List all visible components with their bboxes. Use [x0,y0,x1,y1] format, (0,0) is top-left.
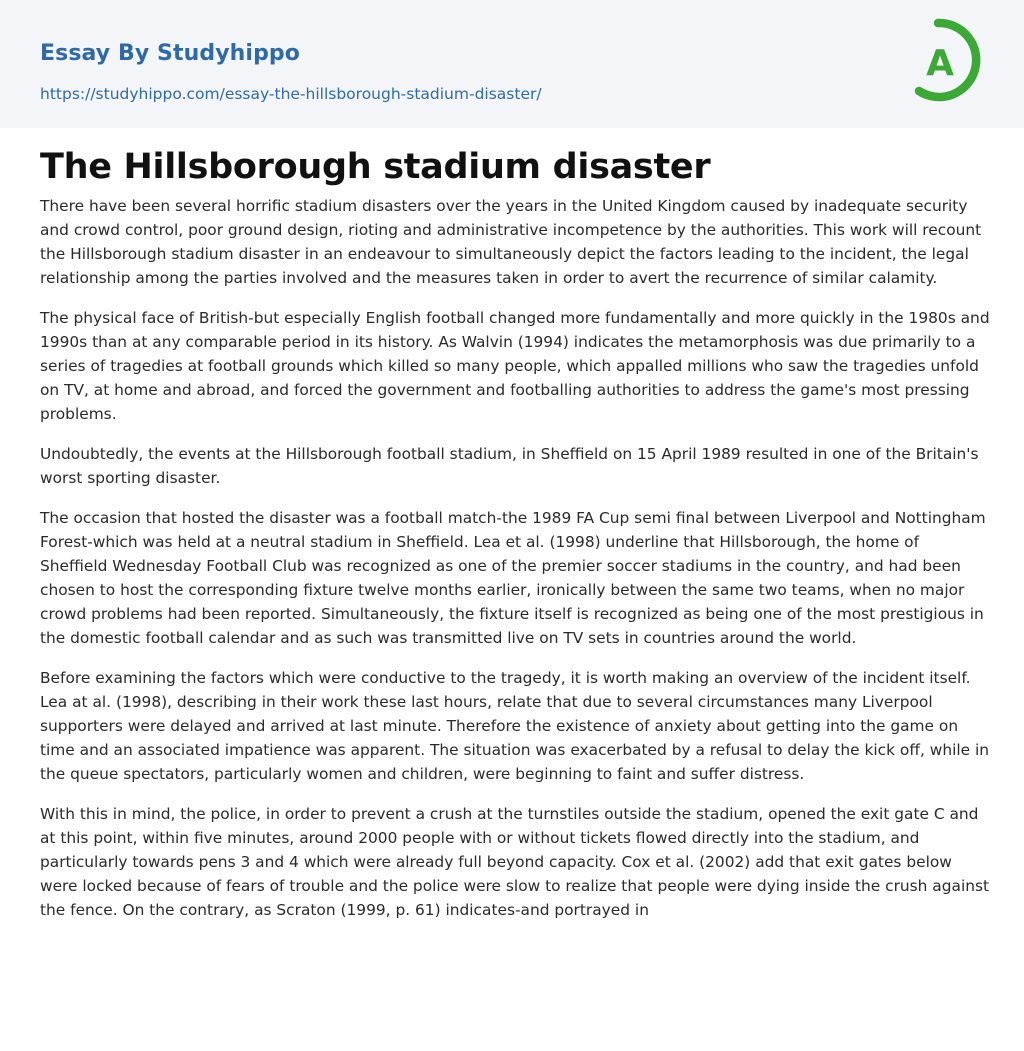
page-title: The Hillsborough stadium disaster [40,147,711,187]
source-url-link[interactable]: https://studyhippo.com/essay-the-hillsborough-stadium-disaster/ [40,85,542,103]
essay-paragraph: Before examining the factors which were conductive to the tragedy, it is worth making an overview of the incident itself. Lea at al. (1998), describing in their work these last hours, relate that due to several circumstances many Liverpool supporters were delayed and arrived at last minute. Therefore the existence of anxiety about getting into the game on time and an associated impatience was apparent. The situation was exacerbated by a refusal to delay the kick off, while in the queue spectators, particularly women and children, were beginning to faint and suffer distress. [40,669,990,783]
essay-paragraph: There have been several horrific stadium disasters over the years in the United Kingdom caused by inadequate security and crowd control, poor ground design, rioting and administrative incompetence by the authorities. This work will recount the Hillsborough stadium disaster in an endeavour to simultaneously depict the factors leading to the incident, the legal relationship among the parties involved and the measures taken in order to avert the recurrence of similar calamity. [40,197,982,287]
essay-paragraph: The occasion that hosted the disaster was a football match-the 1989 FA Cup semi final between Liverpool and Nottingham Forest-which was held at a neutral stadium in Sheffield. Lea et al. (1998) underline that Hillsborough, the home of Sheffield Wednesday Football Club was recognized as one of the premier soccer stadiums in the country, and had been chosen to host the corresponding fixture twelve months earlier, ironically between the same two teams, when no major crowd problems had been reported. Simultaneously, the fixture itself is recognized as being one of the most prestigious in the domestic football calendar and as such was transmitted live on TV sets in countries around the world. [40,509,986,647]
essay-paragraph: The physical face of British-but especially English football changed more fundamentally and more quickly in the 1980s and 1990s than at any comparable period in its history. As Walvin (1994) indicates the metamorphosis was due primarily to a series of tragedies at football grounds which killed so many people, which appalled millions who saw the tragedies unfold on TV, at home and abroad, and forced the government and footballing authorities to address the game's most pressing problems. [40,309,990,423]
site-brand[interactable]: Essay By Studyhippo [40,41,300,66]
essay-paragraph: With this in mind, the police, in order to prevent a crush at the turnstiles outside the stadium, opened the exit gate C and at this point, within five minutes, around 2000 people with or without tickets flowed directly into the stadium, and particularly towards pens 3 and 4 which were already full beyond capacity. Cox et al. (2002) add that exit gates below were locked because of fears of trouble and the police were slow to realize that people were dying inside the crush against the fence. On the contrary, as Scraton (1999, p. 61) indicates-and portrayed in [40,805,990,919]
logo-letter: A [926,43,954,84]
studyhippo-logo-icon[interactable] [908,17,988,107]
essay-content [40,144,990,938]
essay-paragraph: Undoubtedly, the events at the Hillsborough football stadium, in Sheffield on 15 April 1989 resulted in one of the Britain's worst sporting disaster. [40,445,979,487]
site-header [0,0,1024,128]
